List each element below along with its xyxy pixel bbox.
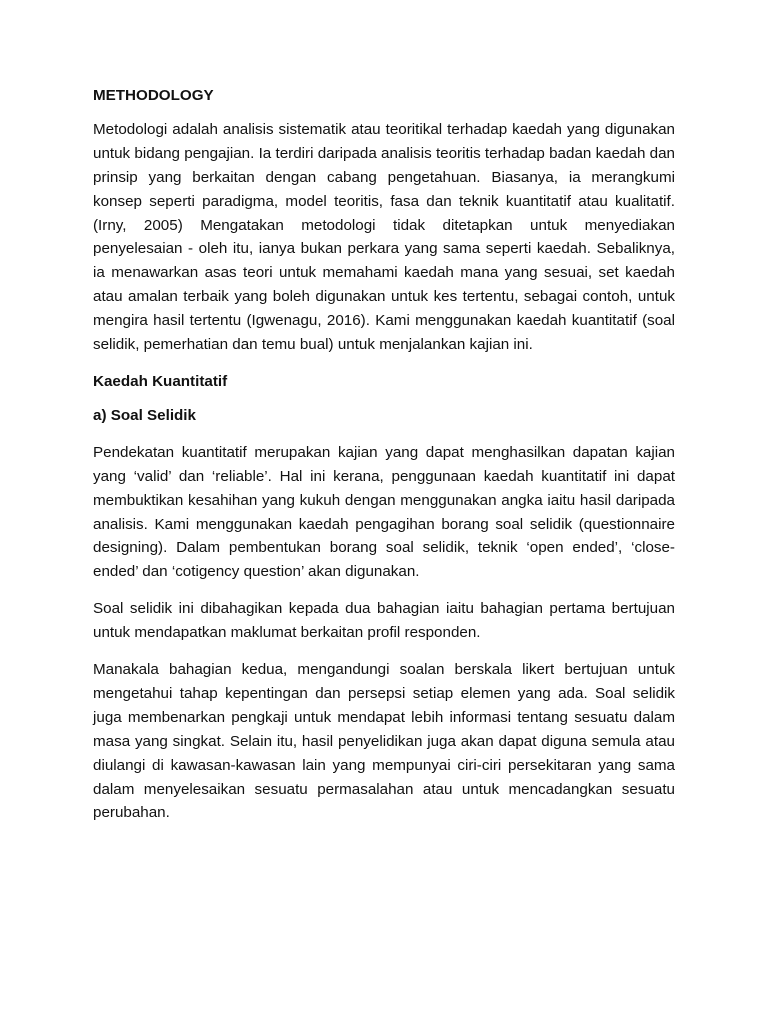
document-title: METHODOLOGY: [93, 87, 214, 104]
body-paragraph-3: Manakala bahagian kedua, mengandungi soalan berskala likert bertujuan untuk mengetahui tahap kepentingan dan persepsi setiap elemen yang ada. Soal selidik juga membenarkan pengkaji untuk mendapat lebih informasi tentang sesuatu dalam masa yang singkat. Selain itu, hasil penyelidikan juga akan dapat diguna semula atau diulangi di kawasan-kawasan lain yang mempunyai ciri-ciri persekitaran yang sama dalam menyelesaikan sesuatu permasalahan atau untuk mencadangkan sesuatu perubahan.: [93, 661, 675, 822]
body-paragraph-1: Pendekatan kuantitatif merupakan kajian yang dapat menghasilkan dapatan kajian yang ‘valid’ dan ‘reliable’. Hal ini kerana, penggunaan kaedah kuantitatif ini dapat membuktikan kesahihan yang kukuh dengan menggunakan angka iaitu hasil daripada analisis. Kami menggunakan kaedah pengagihan borang soal selidik (questionnaire designing). Dalam pembentukan borang soal selidik, teknik ‘open ended’, ‘close-ended’ dan ‘cotigency question’ akan digunakan.: [93, 443, 675, 581]
subsection-heading: a) Soal Selidik: [93, 406, 196, 424]
intro-paragraph: Metodologi adalah analisis sistematik atau teoritikal terhadap kaedah yang digunakan untuk bidang pengajian. Ia terdiri daripada analisis teoritis terhadap badan kaedah dan prinsip yang berkaitan dengan cabang pengetahuan. Biasanya, ia merangkumi konsep seperti paradigma, model teoritis, fasa dan teknik kuantitatif atau kualitatif. (Irny, 2005) Mengatakan metodologi tidak ditetapkan untuk menyediakan penyelesaian - oleh itu, ianya bukan perkara yang sama seperti kaedah. Sebaliknya, ia menawarkan asas teori untuk memahami kaedah mana yang sesuai, set kaedah atau amalan terbaik yang boleh digunakan untuk kes tertentu, sebagai contoh, untuk mengira hasil tertentu (Igwenagu, 2016). Kami menggunakan kaedah kuantitatif (soal selidik, pemerhatian dan temu bual) untuk menjalankan kajian ini.: [93, 120, 675, 354]
section-heading: Kaedah Kuantitatif: [93, 372, 228, 390]
document-page: [93, 84, 675, 838]
body-paragraph-2: Soal selidik ini dibahagikan kepada dua bahagian iaitu bahagian pertama bertujuan untuk mendapatkan maklumat berkaitan profil responden.: [93, 600, 675, 642]
